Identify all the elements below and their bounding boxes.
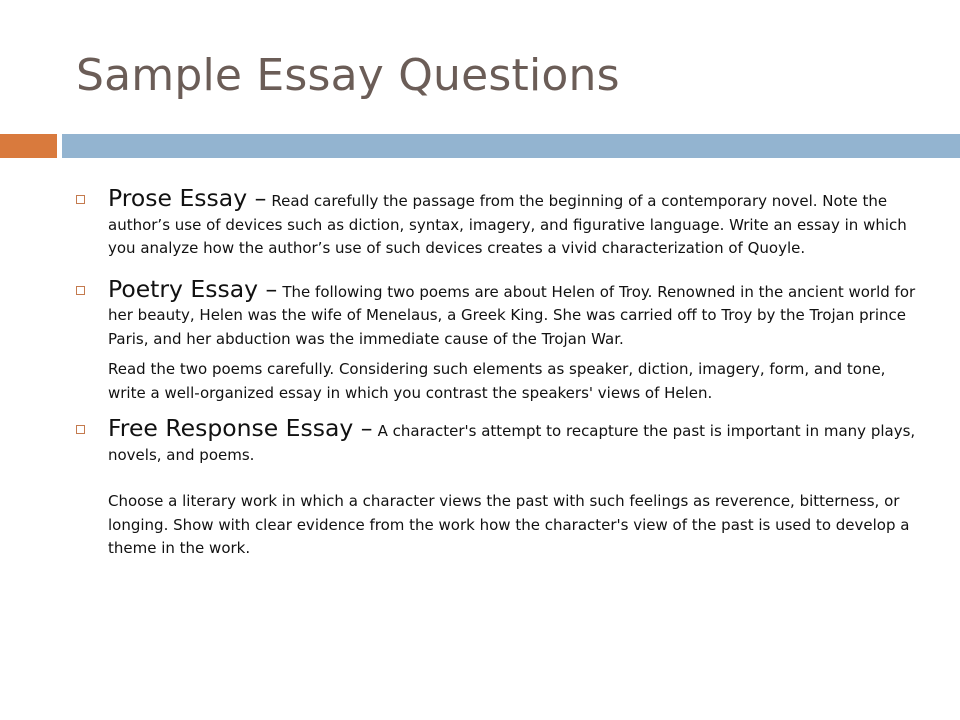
poetry-essay-instructions: Read the two poems carefully. Considering such elements as speaker, diction, imagery, form, and tone, write a well-organized essay in which you contrast the speakers' views of Helen.	[108, 360, 886, 402]
title-rule-bar	[62, 134, 960, 158]
bullet-poetry-essay	[76, 275, 921, 352]
square-bullet-icon	[76, 286, 85, 295]
poetry-essay-heading: Poetry Essay –	[108, 274, 278, 303]
title-accent-bar	[0, 134, 57, 158]
slide-title: Sample Essay Questions	[76, 50, 620, 101]
slide-content	[76, 184, 921, 561]
prose-essay-heading: Prose Essay –	[108, 184, 267, 212]
free-response-essay-instructions: Choose a literary work in which a character views the past with such feelings as reverence, bitterness, or longing. Show with clear evidence from the work how the character's view of the past is used to develop a theme in the work.	[108, 492, 910, 557]
free-response-essay-text: A character's attempt to recapture the past is important in many plays, novels, and poems.	[108, 422, 916, 464]
free-response-essay-heading: Free Response Essay –	[108, 414, 373, 442]
bullet-prose-essay	[76, 184, 921, 261]
bullet-free-response-essay	[76, 414, 921, 467]
poetry-essay-text: The following two poems are about Helen of Troy. Renowned in the ancient world for her beauty, Helen was the wife of Menelaus, a Greek King. She was carried off to Troy by the Trojan prince Paris, and her abduction was the immediate cause of the Trojan War.	[108, 282, 916, 348]
square-bullet-icon	[76, 195, 85, 204]
prose-essay-text: Read carefully the passage from the beginning of a contemporary novel. Note the author’s use of devices such as diction, syntax, imagery, and figurative language. Write an essay in which you analyze how the author’s use of such devices creates a vivid characterization of Quoyle.	[108, 192, 907, 257]
square-bullet-icon	[76, 425, 85, 434]
